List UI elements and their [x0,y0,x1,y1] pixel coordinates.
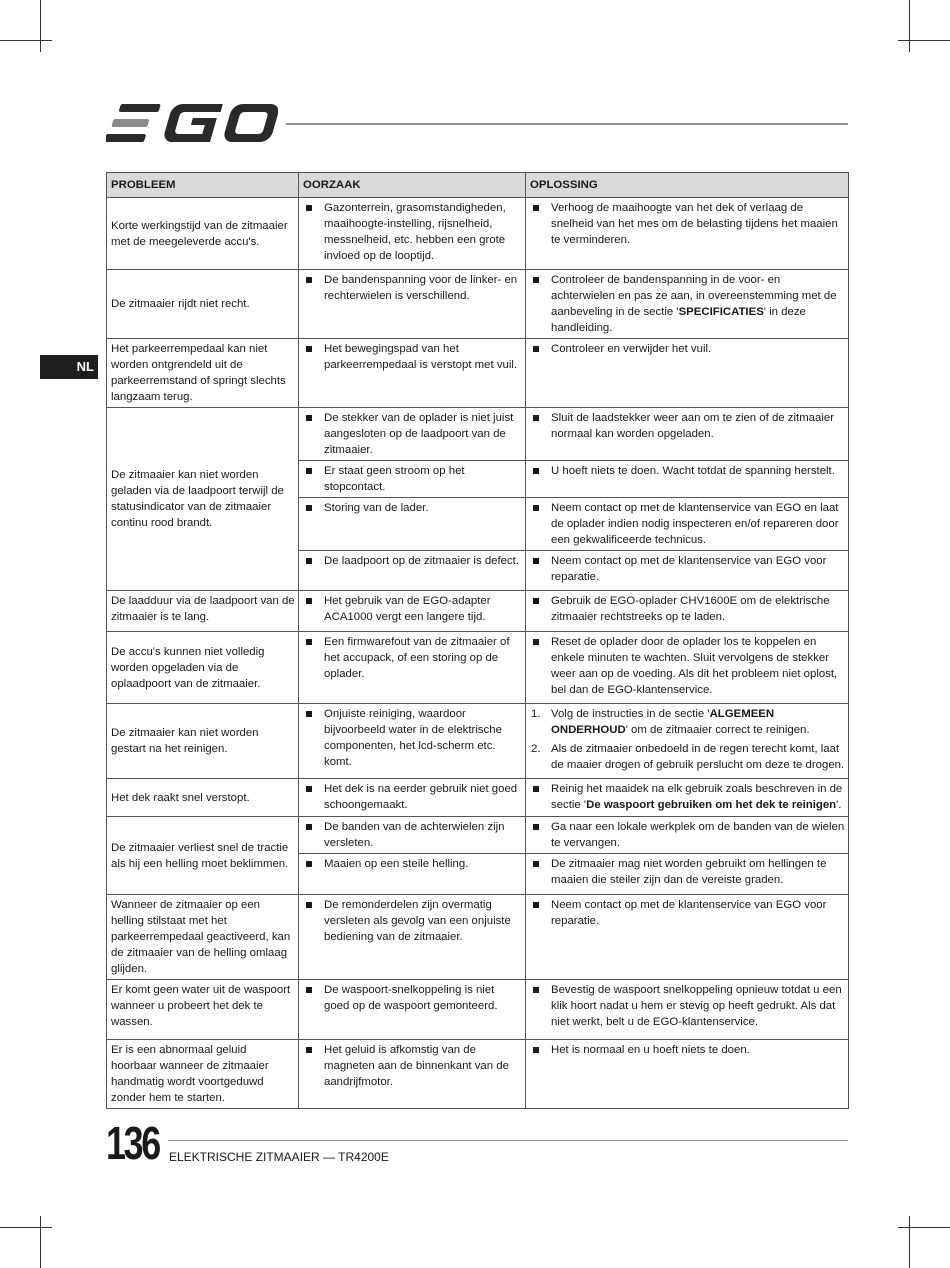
cause-text: De remonderdelen zijn overmatig versleten als gevolg van een onjuiste bediening van de zitmaaier. [303,897,522,945]
page-number: 136 [106,1117,159,1169]
solution-cell [526,198,849,270]
solution-cell [526,551,849,591]
cause-cell [299,779,526,817]
solution-text: Ga naar een lokale werkplek om de banden van de wielen te vervangen. [530,819,845,851]
cause-cell [299,198,526,270]
ego-logo [106,100,278,146]
problem-cell: De accu's kunnen niet volledig worden opgeladen via de oplaadpoort van de zitmaaier. [107,632,299,704]
solution-text: Controleer en verwijder het vuil. [530,341,845,357]
cause-text: Gazonterrein, grasomstandigheden, maaihoogte-instelling, rijsnelheid, messnelheid, etc. hebben een grote invloed op de looptijd. [303,200,522,264]
solution-cell [526,779,849,817]
problem-cell: De laadduur via de laadpoort van de zitmaaier is te lang. [107,591,299,632]
crop-mark [898,1227,950,1228]
solution-text: Reset de oplader door de oplader los te koppelen en enkele minuten te wachten. Sluit vervolgens de stekker weer aan op de voeding. Als dit het probleem niet oplost, bel dan de EGO-klantenservice. [530,634,845,698]
solution-text: Controleer de bandenspanning in de voor- en achterwielen en pas ze aan, in overeenstemming met de aanbeveling in de sectie 'SPECIFICATIES' in deze handleiding. [530,272,845,336]
cause-cell [299,632,526,704]
cause-text: Het gebruik van de EGO-adapter ACA1000 vergt een langere tijd. [303,593,522,625]
crop-mark [0,1227,52,1228]
solution-cell [526,1040,849,1109]
cause-cell [299,498,526,551]
header-oorzaak: OORZAAK [299,173,526,198]
footer-rule [168,1140,848,1141]
problem-cell: Het parkeerrempedaal kan niet worden ontgrendeld uit de parkeerremstand of springt slechts langzaam terug. [107,339,299,408]
table-row [107,817,849,854]
problem-cell: De zitmaaier rijdt niet recht. [107,270,299,339]
table-row [107,632,849,704]
table-row [107,270,849,339]
crop-mark [0,40,52,41]
table-row [107,198,849,270]
cause-text: Het dek is na eerder gebruik niet goed schoongemaakt. [303,781,522,813]
header-probleem: PROBLEEM [107,173,299,198]
solution-cell [526,270,849,339]
solution-text: Neem contact op met de klantenservice van EGO voor reparatie. [530,553,845,585]
solution-cell [526,461,849,498]
cause-cell [299,339,526,408]
cause-text: Er staat geen stroom op het stopcontact. [303,463,522,495]
solution-step: 2. Als de zitmaaier onbedoeld in de regen terecht komt, laat de maaier drogen of gebruik perslucht om deze te drogen. [531,743,845,771]
cause-cell [299,1040,526,1109]
table-row [107,980,849,1040]
table-row [107,704,849,779]
cause-cell [299,817,526,854]
cause-cell [299,591,526,632]
cause-text: Een firmwarefout van de zitmaaier of het accupack, of een storing op de oplader. [303,634,522,682]
solution-cell [526,704,849,779]
solution-text: Verhoog de maaihoogte van het dek of verlaag de snelheid van het mes om de belasting tijdens het maaien te verminderen. [530,200,845,248]
solution-cell [526,339,849,408]
problem-cell: De zitmaaier verliest snel de tractie als hij een helling moet beklimmen. [107,817,299,895]
cause-text: De banden van de achterwielen zijn versleten. [303,819,522,851]
solution-cell [526,591,849,632]
solution-cell [526,895,849,980]
header-oplossing: OPLOSSING [526,173,849,198]
solution-text: Bevestig de waspoort snelkoppeling opnieuw totdat u een klik hoort nadat u hem er stevig op heeft gedrukt. Als dat niet werkt, belt u de EGO-klantenservice. [530,982,845,1030]
cause-cell [299,704,526,779]
solution-text: Gebruik de EGO-oplader CHV1600E om de elektrische zitmaaier rechtstreeks op te laden. [530,593,845,625]
solution-step: 1. Volg de instructies in de sectie 'ALGEMEEN ONDERHOUD' om de zitmaaier correct te reinigen. [531,708,810,736]
crop-mark [909,1216,910,1268]
crop-mark [898,40,950,41]
header-rule [286,123,848,125]
cause-text: Maaien op een steile helling. [303,856,522,872]
cause-cell [299,895,526,980]
table-row [107,1040,849,1109]
solution-cell [526,408,849,461]
table-row [107,895,849,980]
problem-cell: Het dek raakt snel verstopt. [107,779,299,817]
solution-text: U hoeft niets te doen. Wacht totdat de spanning herstelt. [530,463,845,479]
table-row [107,339,849,408]
solution-cell [526,817,849,854]
cause-cell [299,270,526,339]
problem-cell: Er komt geen water uit de waspoort wanneer u probeert het dek te wassen. [107,980,299,1040]
table-row [107,591,849,632]
problem-cell: De zitmaaier kan niet worden gestart na het reinigen. [107,704,299,779]
solution-text: Neem contact op met de klantenservice van EGO voor reparatie. [530,897,845,929]
problem-cell: Korte werkingstijd van de zitmaaier met de meegeleverde accu's. [107,198,299,270]
cause-cell [299,854,526,895]
table-header-row [107,173,849,198]
table-row [107,408,849,461]
table-row [107,779,849,817]
troubleshooting-table [106,172,849,1109]
cause-text: De waspoort-snelkoppeling is niet goed op de waspoort gemonteerd. [303,982,522,1014]
problem-cell: De zitmaaier kan niet worden geladen via de laadpoort terwijl de statusindicator van de zitmaaier continu rood brandt. [107,408,299,591]
solution-text: Reinig het maaidek na elk gebruik zoals beschreven in de sectie 'De waspoort gebruiken om het dek te reinigen'. [530,781,845,813]
cause-text: De laadpoort op de zitmaaier is defect. [303,553,522,569]
solution-cell [526,980,849,1040]
problem-cell: Er is een abnormaal geluid hoorbaar wanneer de zitmaaier handmatig wordt voortgeduwd zonder hem te starten. [107,1040,299,1109]
solution-text: Het is normaal en u hoeft niets te doen. [530,1042,845,1058]
cause-text: De bandenspanning voor de linker- en rechterwielen is verschillend. [303,272,522,304]
cause-cell [299,408,526,461]
language-tab: NL [40,355,98,379]
cause-text: Het bewegingspad van het parkeerrempedaal is verstopt met vuil. [303,341,522,373]
cause-cell [299,551,526,591]
cause-cell [299,980,526,1040]
solution-text: De zitmaaier mag niet worden gebruikt om hellingen te maaien die steiler zijn dan de vereiste graden. [530,856,845,888]
cause-text: Storing van de lader. [303,500,522,516]
crop-mark [909,0,910,52]
problem-cell: Wanneer de zitmaaier op een helling stilstaat met het parkeerrempedaal geactiveerd, kan de zitmaaier van de helling omlaag glijden. [107,895,299,980]
footer-title: ELEKTRISCHE ZITMAAIER — TR4200E [169,1150,389,1164]
solution-cell [526,498,849,551]
crop-mark [40,0,41,52]
solution-cell [526,632,849,704]
crop-mark [40,1216,41,1268]
cause-cell [299,461,526,498]
solution-cell [526,854,849,895]
cause-text: Het geluid is afkomstig van de magneten aan de binnenkant van de aandrijfmotor. [303,1042,522,1090]
cause-text: Onjuiste reiniging, waardoor bijvoorbeeld water in de elektrische componenten, het lcd-scherm etc. komt. [303,706,522,770]
solution-text: Sluit de laadstekker weer aan om te zien of de zitmaaier normaal kan worden opgeladen. [530,410,845,442]
cause-text: De stekker van de oplader is niet juist aangesloten op de laadpoort van de zitmaaier. [303,410,522,458]
solution-text: Neem contact op met de klantenservice van EGO en laat de oplader indien nodig inspecteren en/of repareren door een gekwalificeerde technicus. [530,500,845,548]
